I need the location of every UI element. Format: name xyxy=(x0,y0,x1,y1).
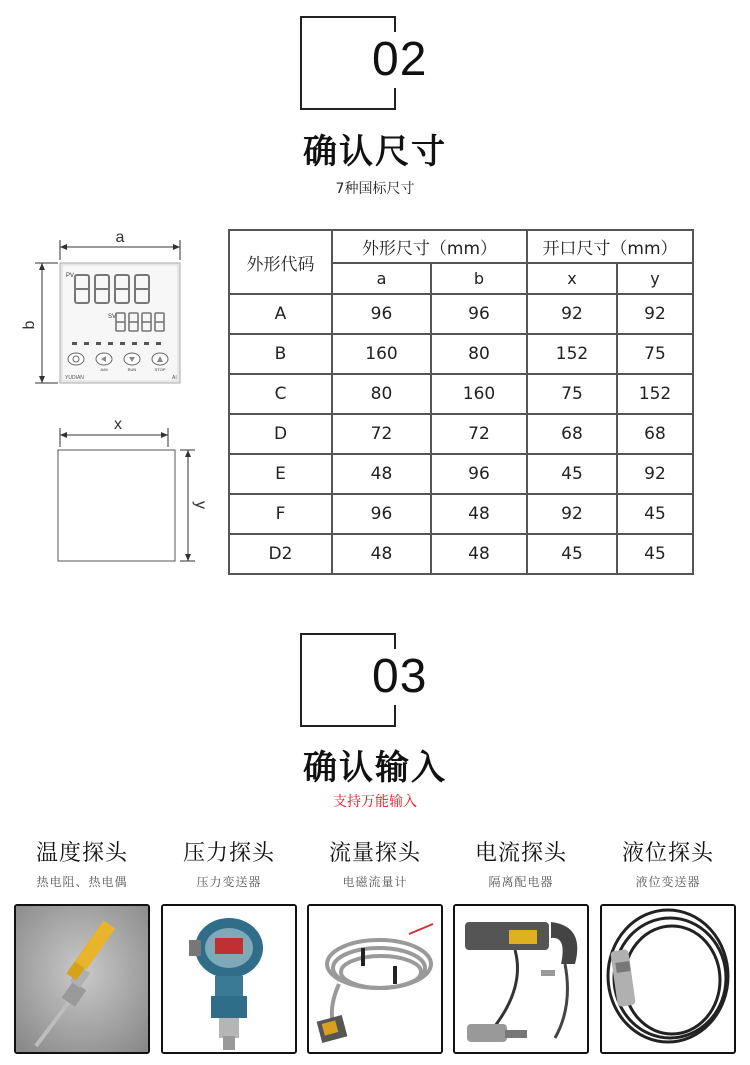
cell-a: 48 xyxy=(332,534,431,574)
cell-code: B xyxy=(229,334,332,374)
probe-name: 压力探头 xyxy=(182,841,275,866)
section-subtitle: 支持万能输入 xyxy=(333,794,417,810)
cell-a: 96 xyxy=(332,494,431,534)
cell-a: 80 xyxy=(332,374,431,414)
pressure-transmitter-image xyxy=(161,904,297,1054)
section-number-box xyxy=(300,633,428,727)
probe-name: 电流探头 xyxy=(474,841,567,866)
section-number: 02 xyxy=(372,33,428,86)
probe-pressure xyxy=(161,836,297,890)
section-title: 确认输入 xyxy=(303,748,447,788)
cell-x: 75 xyxy=(527,374,617,414)
cell-code: C xyxy=(229,374,332,414)
probe-name: 温度探头 xyxy=(35,841,128,866)
flow-probe-image xyxy=(307,904,443,1054)
table-row xyxy=(229,334,693,374)
header-x: x xyxy=(527,263,617,294)
probe-desc: 隔离配电器 xyxy=(488,875,554,889)
cell-x: 92 xyxy=(527,494,617,534)
cell-a: 72 xyxy=(332,414,431,454)
pv-label: PV xyxy=(66,273,75,279)
brand-label: YUDIAN xyxy=(65,375,84,381)
header-a: a xyxy=(332,263,431,294)
set-button xyxy=(68,353,84,365)
cell-a: 160 xyxy=(332,334,431,374)
probe-temperature xyxy=(14,836,150,890)
cell-y: 152 xyxy=(617,374,693,414)
cell-x: 45 xyxy=(527,534,617,574)
dim-a-label: a xyxy=(115,229,125,246)
probe-flow xyxy=(307,836,443,890)
section-number: 03 xyxy=(372,650,428,703)
cell-x: 45 xyxy=(527,454,617,494)
cell-x: 92 xyxy=(527,294,617,334)
cell-b: 72 xyxy=(431,414,527,454)
section-number-box xyxy=(300,16,428,110)
table-row xyxy=(229,454,693,494)
cell-y: 92 xyxy=(617,294,693,334)
probe-name: 液位探头 xyxy=(621,841,714,866)
cell-code: F xyxy=(229,494,332,534)
section-subtitle: 7种国标尺寸 xyxy=(335,181,415,197)
header-code: 外形代码 xyxy=(229,230,332,294)
dimension-diagram xyxy=(20,225,220,580)
header-cutout-size: 开口尺寸（mm） xyxy=(527,230,693,263)
cutout-rect xyxy=(58,450,175,561)
cell-x: 152 xyxy=(527,334,617,374)
am-label: A/M xyxy=(100,367,108,372)
cell-b: 96 xyxy=(431,454,527,494)
cell-y: 68 xyxy=(617,414,693,454)
table-row xyxy=(229,494,693,534)
table-row xyxy=(229,534,693,574)
dim-x-label: x xyxy=(114,416,122,433)
current-probe-image xyxy=(453,904,589,1054)
probe-desc: 液位变送器 xyxy=(635,875,701,889)
header-outer-size: 外形尺寸（mm） xyxy=(332,230,527,263)
model-label: AI xyxy=(172,375,177,381)
table-row xyxy=(229,374,693,414)
cell-x: 68 xyxy=(527,414,617,454)
cell-b: 48 xyxy=(431,534,527,574)
dim-y-label: y xyxy=(192,501,209,509)
run-label: RUN xyxy=(127,367,137,372)
cell-a: 96 xyxy=(332,294,431,334)
dim-b-label: b xyxy=(21,320,38,330)
cell-code: E xyxy=(229,454,332,494)
cell-y: 45 xyxy=(617,534,693,574)
probe-name: 流量探头 xyxy=(328,841,421,866)
cell-y: 45 xyxy=(617,494,693,534)
sv-label: SV xyxy=(108,314,117,320)
cell-b: 160 xyxy=(431,374,527,414)
cell-code: D xyxy=(229,414,332,454)
probe-level xyxy=(600,836,736,890)
probe-desc: 热电阻、热电偶 xyxy=(36,875,128,889)
stop-label: STOP xyxy=(154,367,166,372)
cell-y: 75 xyxy=(617,334,693,374)
temperature-probe-image xyxy=(14,904,150,1054)
section-title: 确认尺寸 xyxy=(303,132,447,172)
header-b: b xyxy=(431,263,527,294)
cell-y: 92 xyxy=(617,454,693,494)
level-probe-image xyxy=(600,904,736,1054)
probe-current xyxy=(453,836,589,890)
header-y: y xyxy=(617,263,693,294)
cell-code: A xyxy=(229,294,332,334)
cell-b: 96 xyxy=(431,294,527,334)
cell-b: 48 xyxy=(431,494,527,534)
cell-b: 80 xyxy=(431,334,527,374)
cell-code: D2 xyxy=(229,534,332,574)
table-row xyxy=(229,294,693,334)
table-row xyxy=(229,414,693,454)
cell-a: 48 xyxy=(332,454,431,494)
size-table xyxy=(228,229,694,575)
probe-desc: 压力变送器 xyxy=(196,875,262,889)
probe-desc: 电磁流量计 xyxy=(342,875,408,889)
